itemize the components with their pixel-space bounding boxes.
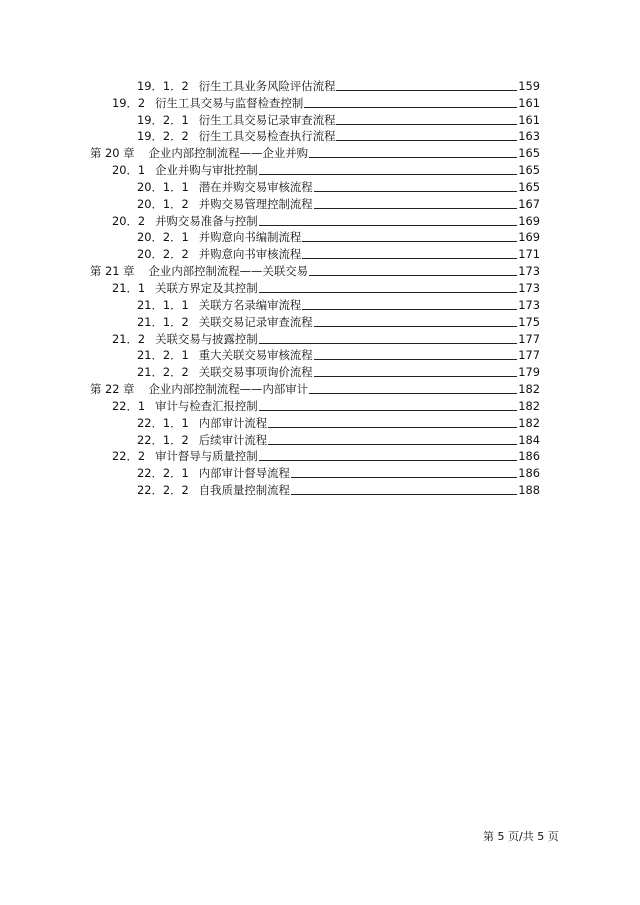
toc-entry-title: 自我质量控制流程 <box>198 483 290 498</box>
toc-entry-title: 并购意向书编制流程 <box>198 230 302 245</box>
toc-entry[interactable] <box>90 430 540 447</box>
toc-leader-line <box>336 90 517 91</box>
toc-entry[interactable] <box>90 228 540 245</box>
toc-entry[interactable] <box>90 463 540 480</box>
toc-entry-page: 182 <box>518 382 540 397</box>
toc-entry[interactable] <box>90 312 540 329</box>
toc-entry-page: 184 <box>518 432 540 447</box>
toc-entry-page: 165 <box>518 146 540 161</box>
toc-entry[interactable] <box>90 329 540 346</box>
toc-entry-page: 173 <box>518 264 540 279</box>
toc-entry-page: 159 <box>518 78 540 93</box>
toc-entry-title: 企业内部控制流程——企业并购 <box>148 146 309 161</box>
toc-entry[interactable] <box>90 295 540 312</box>
toc-entry-title: 企业内部控制流程——内部审计 <box>148 382 309 397</box>
page-indicator: 第 5 页/共 5 页 <box>483 830 559 843</box>
table-of-contents <box>90 76 540 497</box>
toc-entry-page: 175 <box>518 314 540 329</box>
toc-entry-title: 衍生工具业务风险评估流程 <box>198 78 336 93</box>
toc-entry-number: 20．2．1 <box>137 230 189 245</box>
toc-leader-line <box>268 427 517 428</box>
toc-entry-title: 企业并购与审批控制 <box>155 163 258 178</box>
toc-entry-number: 20．1．2 <box>137 196 189 211</box>
toc-entry-page: 182 <box>518 415 540 430</box>
toc-entry-number: 22．1 <box>112 398 146 413</box>
toc-entry-number: 20．2．2 <box>137 247 189 262</box>
toc-entry-number: 19．2．1 <box>137 112 189 127</box>
toc-entry[interactable] <box>90 480 540 497</box>
toc-leader-line <box>259 225 518 226</box>
toc-entry-page: 161 <box>518 112 540 127</box>
toc-leader-line <box>259 410 518 411</box>
toc-entry-page: 173 <box>518 297 540 312</box>
toc-entry-number: 22．1．1 <box>137 415 189 430</box>
toc-entry-number: 22．1．2 <box>137 432 189 447</box>
toc-entry[interactable] <box>90 379 540 396</box>
toc-entry-page: 186 <box>518 449 540 464</box>
toc-entry[interactable] <box>90 211 540 228</box>
toc-entry-title: 衍生工具交易与监督检查控制 <box>155 95 304 110</box>
toc-entry-number: 19．2 <box>112 95 146 110</box>
toc-entry-number: 20．1 <box>112 163 146 178</box>
toc-entry[interactable] <box>90 261 540 278</box>
toc-leader-line <box>309 393 517 394</box>
toc-entry-number: 21．2 <box>112 331 146 346</box>
toc-entry-title: 关联方界定及其控制 <box>155 280 258 295</box>
toc-entry-page: 165 <box>518 163 540 178</box>
toc-entry[interactable] <box>90 244 540 261</box>
toc-entry-page: 163 <box>518 129 540 144</box>
toc-leader-line <box>314 326 518 327</box>
toc-entry-title: 并购交易准备与控制 <box>155 213 258 228</box>
toc-leader-line <box>259 292 518 293</box>
toc-leader-line <box>268 444 517 445</box>
toc-entry-title: 衍生工具交易记录审查流程 <box>198 112 336 127</box>
toc-entry-page: 173 <box>518 280 540 295</box>
toc-entry-number: 22．2 <box>112 449 146 464</box>
toc-entry-page: 179 <box>518 365 540 380</box>
toc-entry-number: 第 20 章 <box>90 146 135 161</box>
toc-leader-line <box>259 343 518 344</box>
toc-entry-number: 20．2 <box>112 213 146 228</box>
toc-leader-line <box>291 494 517 495</box>
toc-leader-line <box>309 157 517 158</box>
toc-entry-page: 167 <box>518 196 540 211</box>
toc-entry-title: 内部审计督导流程 <box>198 466 290 481</box>
toc-entry-title: 潜在并购交易审核流程 <box>198 179 313 194</box>
toc-entry[interactable] <box>90 346 540 363</box>
toc-leader-line <box>336 140 517 141</box>
toc-entry-page: 165 <box>518 179 540 194</box>
toc-entry-title: 并购意向书审核流程 <box>198 247 302 262</box>
toc-entry-title: 衍生工具交易检查执行流程 <box>198 129 336 144</box>
toc-entry-number: 22．2．1 <box>137 466 189 481</box>
page-footer <box>483 828 559 844</box>
toc-leader-line <box>314 359 518 360</box>
toc-leader-line <box>314 208 518 209</box>
toc-entry-title: 关联交易与披露控制 <box>155 331 258 346</box>
toc-leader-line <box>259 460 518 461</box>
toc-leader-line <box>304 107 517 108</box>
toc-leader-line <box>314 376 518 377</box>
toc-entry-page: 188 <box>518 483 540 498</box>
toc-leader-line <box>302 258 517 259</box>
toc-entry-number: 21．2．2 <box>137 365 189 380</box>
toc-entry-page: 182 <box>518 398 540 413</box>
toc-leader-line <box>302 241 517 242</box>
toc-entry[interactable] <box>90 278 540 295</box>
toc-entry[interactable] <box>90 127 540 144</box>
toc-leader-line <box>302 309 517 310</box>
toc-entry-title: 审计与检查汇报控制 <box>155 398 258 413</box>
toc-entry-page: 169 <box>518 213 540 228</box>
toc-entry[interactable] <box>90 93 540 110</box>
toc-entry-number: 21．2．1 <box>137 348 189 363</box>
toc-entry[interactable] <box>90 110 540 127</box>
toc-entry-page: 161 <box>518 95 540 110</box>
toc-entry-number: 21．1．2 <box>137 314 189 329</box>
toc-entry-number: 19．1．2 <box>137 78 189 93</box>
toc-entry[interactable] <box>90 396 540 413</box>
toc-entry-page: 169 <box>518 230 540 245</box>
toc-entry[interactable] <box>90 76 540 93</box>
toc-entry[interactable] <box>90 160 540 177</box>
toc-entry-number: 21．1 <box>112 280 146 295</box>
toc-entry-title: 内部审计流程 <box>198 415 268 430</box>
toc-entry-title: 企业内部控制流程——关联交易 <box>148 264 309 279</box>
toc-entry[interactable] <box>90 194 540 211</box>
toc-entry-number: 21．1．1 <box>137 297 189 312</box>
toc-entry-number: 第 22 章 <box>90 382 135 397</box>
toc-entry[interactable] <box>90 177 540 194</box>
toc-entry-title: 关联方名录编审流程 <box>198 297 302 312</box>
toc-entry-number: 22．2．2 <box>137 483 189 498</box>
toc-leader-line <box>309 275 517 276</box>
toc-entry-number: 20．1．1 <box>137 179 189 194</box>
toc-leader-line <box>314 191 518 192</box>
toc-entry-title: 重大关联交易审核流程 <box>198 348 313 363</box>
toc-entry-title: 并购交易管理控制流程 <box>198 196 313 211</box>
toc-entry[interactable] <box>90 143 540 160</box>
toc-leader-line <box>336 124 517 125</box>
toc-entry[interactable] <box>90 413 540 430</box>
toc-leader-line <box>259 174 518 175</box>
toc-entry-page: 177 <box>518 348 540 363</box>
toc-entry-number: 第 21 章 <box>90 264 135 279</box>
toc-leader-line <box>291 477 517 478</box>
toc-entry-page: 171 <box>518 247 540 262</box>
toc-entry-page: 186 <box>518 466 540 481</box>
toc-entry-title: 审计督导与质量控制 <box>155 449 258 464</box>
toc-entry-title: 后续审计流程 <box>198 432 268 447</box>
toc-entry-title: 关联交易记录审查流程 <box>198 314 313 329</box>
toc-entry[interactable] <box>90 362 540 379</box>
toc-entry-page: 177 <box>518 331 540 346</box>
toc-entry-number: 19．2．2 <box>137 129 189 144</box>
toc-entry-title: 关联交易事项询价流程 <box>198 365 313 380</box>
toc-entry[interactable] <box>90 447 540 464</box>
